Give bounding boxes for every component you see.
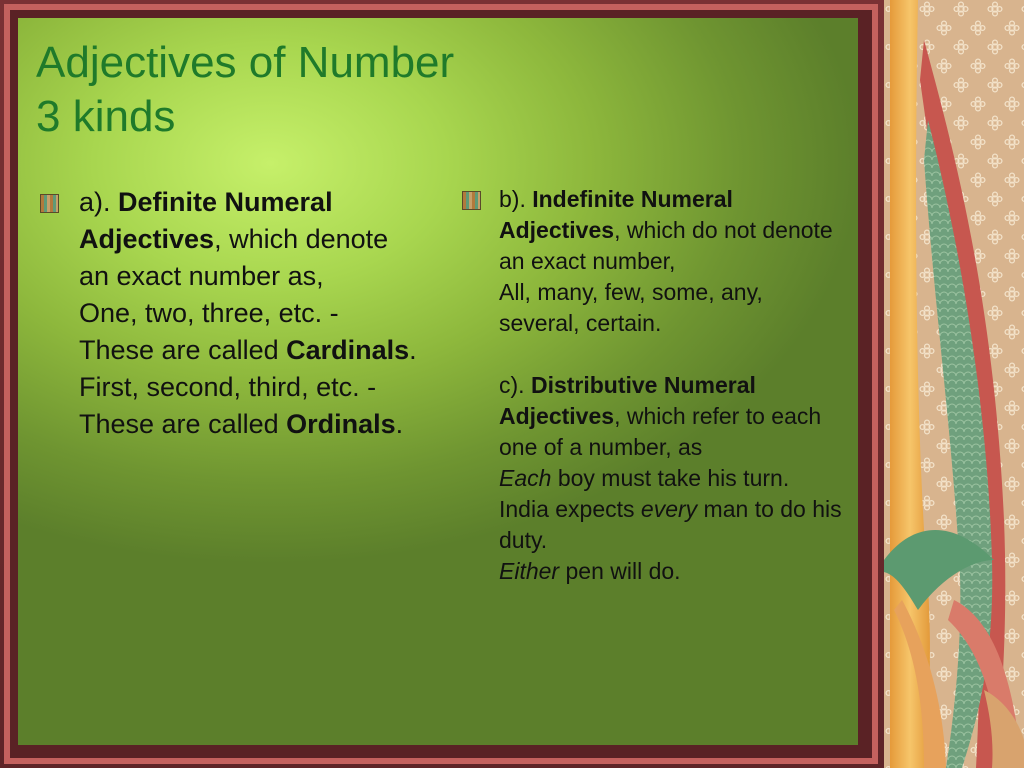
slide-title (36, 36, 454, 144)
ordinals-term: Ordinals (286, 409, 396, 439)
ordinals-period: . (395, 409, 404, 439)
paragraph-gap (499, 339, 847, 370)
indefinite-description: , which do not denote an exact number, (499, 217, 833, 274)
cardinals-line (79, 295, 420, 369)
example-every-emphasis: every (640, 496, 698, 522)
cardinals-period: . (409, 335, 417, 365)
right-bullet-item (462, 184, 847, 587)
example-either (499, 556, 847, 587)
example-every-rest: man to do his duty. (499, 496, 842, 553)
example-every-start: India expects (499, 496, 641, 522)
slide-title-line-2: 3 kinds (36, 92, 176, 141)
example-either-emphasis: Either (499, 558, 560, 584)
definite-description: , which denote an exact number as, (79, 224, 389, 291)
cardinals-examples: One, two, three, etc. - These are called (79, 298, 339, 365)
example-each-emphasis: Each (499, 465, 552, 491)
distributive-term: Distributive Numeral Adjectives (499, 372, 756, 429)
distributive-prefix: c). (499, 372, 531, 398)
definite-prefix: a). (79, 187, 119, 217)
indefinite-prefix: b). (499, 186, 533, 212)
example-each (499, 463, 847, 494)
distributive-description: , which refer to each one of a number, as (499, 403, 822, 460)
indefinite-examples: All, many, few, some, any, several, certain. (499, 279, 763, 336)
left-bullet-item (40, 184, 420, 443)
ordinals-examples: First, second, third, etc. - These are called (79, 372, 377, 439)
striped-square-bullet-icon (40, 194, 59, 213)
decorative-side-panel (884, 0, 1024, 768)
left-bullet-text (79, 184, 420, 443)
example-each-rest: boy must take his turn. (551, 465, 790, 491)
decorative-pattern-graphic (884, 0, 1024, 768)
distributive-line (499, 370, 847, 463)
slide-title-line-1: Adjectives of Number (36, 38, 455, 87)
ordinals-line (79, 369, 420, 443)
indefinite-term: Indefinite Numeral Adjectives (499, 186, 733, 243)
right-bullet-text (499, 184, 847, 587)
definite-term: Definite Numeral Adjectives (79, 187, 333, 254)
striped-square-bullet-icon (462, 191, 481, 210)
cardinals-term: Cardinals (286, 335, 410, 365)
example-every (499, 494, 847, 556)
example-either-rest: pen will do. (559, 558, 681, 584)
